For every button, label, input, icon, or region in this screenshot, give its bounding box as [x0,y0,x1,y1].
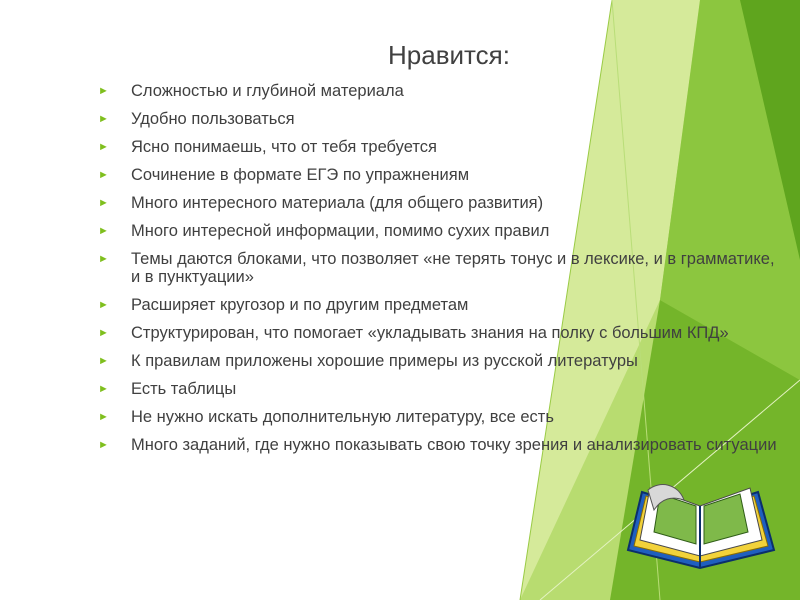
bullet-arrow-icon: ► [98,327,109,339]
list-item-text: Удобно пользоваться [131,110,295,128]
list-item-text: Есть таблицы [131,380,237,398]
list-item [98,194,788,212]
list-item-text: Темы даются блоками, что позволяет «не терять тонус и в лексике, и в грамматике, и в пунктуации» [131,250,775,286]
list-item [98,296,788,314]
list-item [98,250,788,286]
list-item [98,82,788,100]
bullet-arrow-icon: ► [98,141,109,153]
list-item [98,166,788,184]
bullet-arrow-icon: ► [98,411,109,423]
list-item-text: Много заданий, где нужно показывать свою точку зрения и анализировать ситуации [131,436,777,454]
bullet-arrow-icon: ► [98,225,109,237]
bullet-arrow-icon: ► [98,253,109,265]
list-item [98,436,788,454]
bullet-arrow-icon: ► [98,85,109,97]
bullet-arrow-icon: ► [98,383,109,395]
list-item [98,110,788,128]
list-item [98,222,788,240]
bullet-arrow-icon: ► [98,197,109,209]
bullet-arrow-icon: ► [98,439,109,451]
bullet-arrow-icon: ► [98,299,109,311]
list-item-text: Сочинение в формате ЕГЭ по упражнениям [131,166,470,184]
list-item-text: К правилам приложены хорошие примеры из русской литературы [131,352,638,370]
slide-title: Нравится: [388,40,510,70]
list-item [98,324,788,342]
list-item-text: Много интересной информации, помимо сухих правил [131,222,550,240]
list-item [98,138,788,156]
list-item-text: Сложностью и глубиной материала [131,82,404,100]
list-item [98,380,788,398]
open-book-icon [620,470,780,575]
list-item-text: Структурирован, что помогает «укладывать знания на полку с большим КПД» [131,324,729,342]
list-item-text: Много интересного материала (для общего развития) [131,194,544,212]
list-item-text: Ясно понимаешь, что от тебя требуется [131,138,437,156]
bullet-arrow-icon: ► [98,355,109,367]
list-item [98,352,788,370]
bullet-list [98,82,788,464]
list-item-text: Не нужно искать дополнительную литературу, все есть [131,408,554,426]
list-item-text: Расширяет кругозор и по другим предметам [131,296,469,314]
bullet-arrow-icon: ► [98,169,109,181]
list-item [98,408,788,426]
bullet-arrow-icon: ► [98,113,109,125]
